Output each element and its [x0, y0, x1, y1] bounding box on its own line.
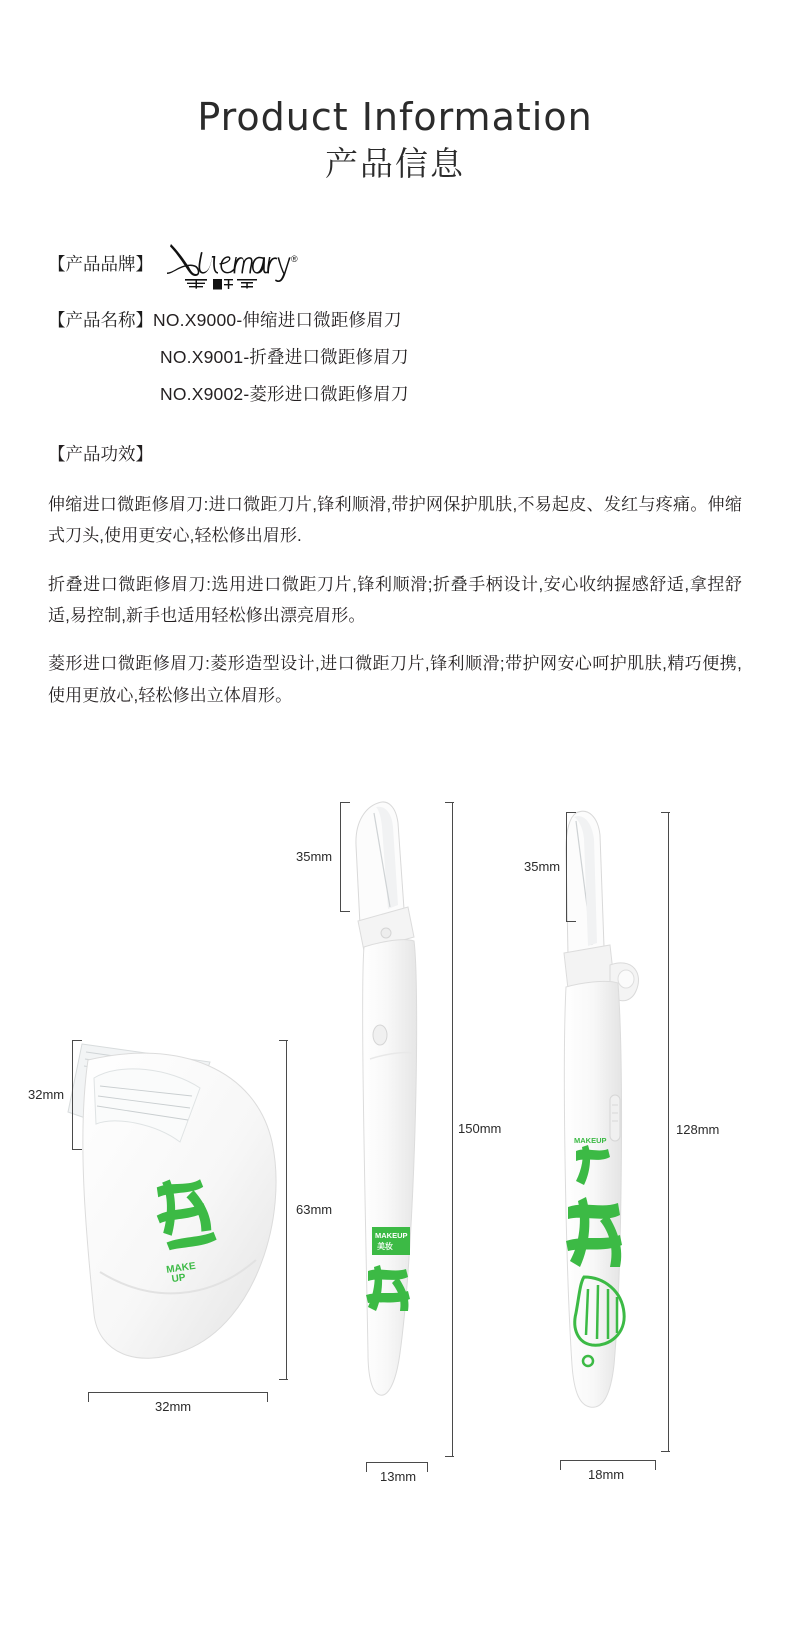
dimension-diamond-left: 32mm	[28, 1087, 65, 1103]
product-name-1: NO.X9001-折叠进口微距修眉刀	[160, 346, 409, 367]
product-name-list	[48, 302, 742, 412]
page-header	[0, 0, 790, 186]
product-name-2: NO.X9002-菱形进口微距修眉刀	[160, 383, 409, 404]
brand-row	[48, 238, 742, 290]
dimension-telescopic-blade: 35mm	[524, 859, 561, 875]
product-name-row	[48, 302, 742, 339]
dimension-line-folding-blade	[340, 802, 341, 912]
product-diamond-image	[60, 1032, 320, 1417]
svg-text:®: ®	[291, 254, 298, 265]
product-name-0: NO.X9000-伸缩进口微距修眉刀	[153, 310, 402, 331]
effect-paragraph-1: 折叠进口微距修眉刀:选用进口微距刀片,锋利顺滑;折叠手柄设计,安心收纳握感舒适,拿捏舒适,易控制,新手也适用轻松修出漂亮眉形。	[48, 574, 742, 626]
dimension-line-telescopic-blade	[566, 812, 567, 922]
product-name-label: 【产品名称】	[48, 310, 153, 331]
product-name-row	[48, 339, 742, 376]
product-effect-paragraphs	[48, 489, 742, 712]
dimension-folding-blade: 35mm	[296, 849, 333, 865]
dimension-line-folding-total	[452, 802, 453, 1457]
dimension-telescopic-total: 128mm	[676, 1122, 720, 1138]
product-effect-label: 【产品功效】	[48, 444, 153, 465]
svg-text:美妆: 美妆	[377, 1242, 393, 1252]
product-folding-image	[330, 797, 460, 1502]
dimension-line-diamond-left	[72, 1040, 73, 1150]
svg-text:UP: UP	[171, 1272, 187, 1286]
svg-text:MAKEUP: MAKEUP	[375, 1231, 408, 1241]
product-info-block	[0, 238, 790, 711]
effect-paragraph-0: 伸缩进口微距修眉刀:进口微距刀片,锋利顺滑,带护网保护肌肤,不易起皮、发红与疼痛。伸缩式刀头,使用更安心,轻松修出眉形.	[48, 494, 742, 546]
page-title-cn: 产品信息	[325, 144, 465, 182]
dimension-line-telescopic-total	[668, 812, 669, 1452]
svg-text:MAKEUP: MAKEUP	[574, 1136, 607, 1146]
product-telescopic-image	[540, 805, 680, 1490]
effect-paragraph-2: 菱形进口微距修眉刀:菱形造型设计,进口微距刀片,锋利顺滑;带护网安心呵护肌肤,精巧便携,使用更放心,轻松修出立体眉形。	[48, 654, 742, 705]
dimension-line-diamond-bottom	[88, 1392, 268, 1393]
dimension-folding-bottom: 13mm	[380, 1469, 417, 1485]
dimension-line-folding-bottom	[366, 1462, 428, 1463]
product-name-row	[48, 376, 742, 413]
brand-logo	[165, 238, 325, 290]
dimension-line-telescopic-bottom	[560, 1460, 656, 1461]
svg-text:MAKE: MAKE	[165, 1261, 197, 1277]
product-figures	[0, 737, 790, 1485]
dimension-diamond-bottom: 32mm	[155, 1399, 192, 1415]
dimension-line-diamond-right	[286, 1040, 287, 1380]
brand-label: 【产品品牌】	[48, 253, 153, 274]
page-title-en: Product Information	[197, 95, 593, 139]
dimension-folding-total: 150mm	[458, 1121, 502, 1137]
dimension-diamond-right: 63mm	[296, 1202, 333, 1218]
dimension-telescopic-bottom: 18mm	[588, 1467, 625, 1483]
